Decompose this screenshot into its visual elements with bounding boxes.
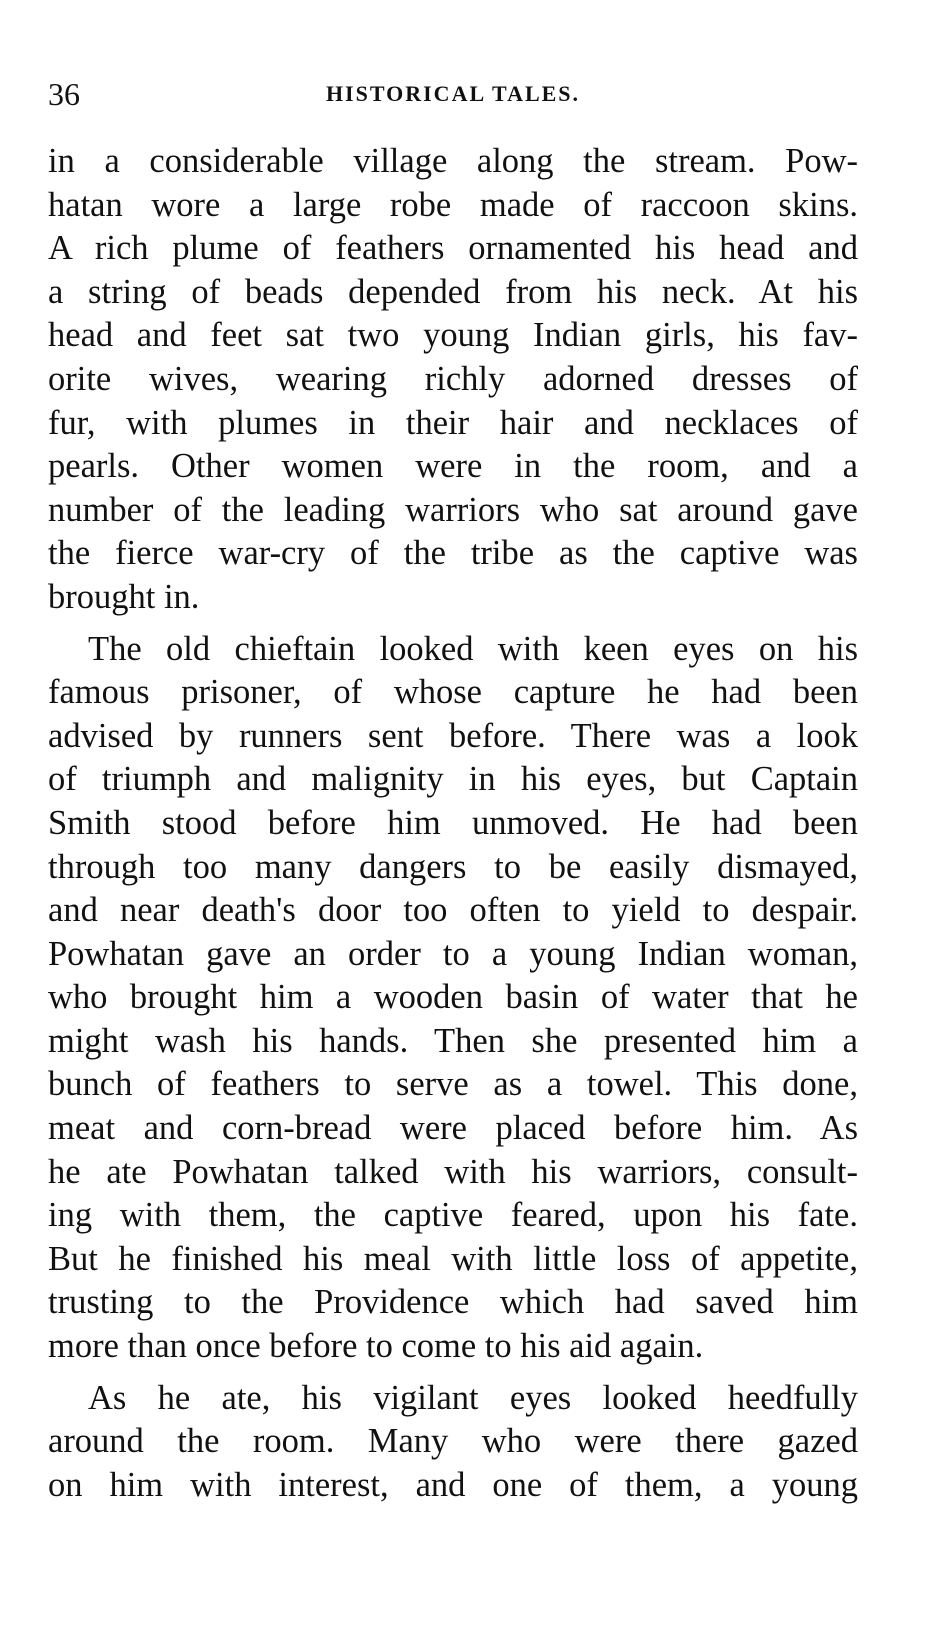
text-line: Smith stood before him unmoved. He had been [48, 803, 858, 842]
text-line: brought in. [48, 577, 200, 616]
text-line: the fierce war-cry of the tribe as the captive was [48, 534, 858, 573]
text-line: famous prisoner, of whose capture he had been [48, 673, 858, 712]
paragraph-1 [48, 140, 858, 620]
text-line: But he finished his meal with little loss of appetite, [48, 1239, 858, 1278]
text-line: pearls. Other women were in the room, and a [48, 447, 858, 486]
text-line: orite wives, wearing richly adorned dresses of [48, 359, 858, 398]
text-line: he ate Powhatan talked with his warriors, consult- [48, 1152, 858, 1191]
text-line: hatan wore a large robe made of raccoon skins. [48, 185, 858, 224]
text-line: fur, with plumes in their hair and necklaces of [48, 403, 858, 442]
text-line: advised by runners sent before. There was a look [48, 716, 858, 755]
text-line: in a considerable village along the stream. Pow- [48, 142, 858, 180]
text-line: A rich plume of feathers ornamented his head and [48, 229, 858, 268]
text-line: more than once before to come to his aid again. [48, 1327, 704, 1366]
text-line: and near death's door too often to yield to despair. [48, 891, 858, 930]
text-line: bunch of feathers to serve as a towel. This done, [48, 1065, 858, 1104]
paragraph-3 [48, 1377, 858, 1508]
text-line: ing with them, the captive feared, upon his fate. [48, 1196, 858, 1235]
running-title: HISTORICAL TALES. [325, 81, 581, 106]
text-line: As he ate, his vigilant eyes looked heedfully [88, 1378, 858, 1417]
text-line: a string of beads depended from his neck. At his [48, 272, 858, 311]
text-line: might wash his hands. Then she presented him a [48, 1021, 858, 1060]
text-line: head and feet sat two young Indian girls, his fav- [48, 316, 858, 355]
text-line: Powhatan gave an order to a young Indian woman, [48, 934, 858, 973]
text-line: trusting to the Providence which had saved him [48, 1283, 858, 1322]
page-header [48, 74, 858, 114]
text-line: number of the leading warriors who sat around gave [48, 490, 858, 529]
text-line: around the room. Many who were there gazed [48, 1422, 858, 1461]
body-text [48, 140, 858, 1507]
text-line: on him with interest, and one of them, a young [48, 1465, 858, 1504]
paragraph-2 [48, 628, 858, 1369]
text-line: of triumph and malignity in his eyes, but Captain [48, 760, 858, 799]
page-number: 36 [48, 76, 80, 112]
text-line: meat and corn-bread were placed before him. As [48, 1109, 858, 1148]
text-line: through too many dangers to be easily dismayed, [48, 847, 858, 886]
paragraph-gap [48, 620, 858, 628]
text-line: who brought him a wooden basin of water that he [48, 978, 858, 1017]
paragraph-gap [48, 1369, 858, 1377]
text-line: The old chieftain looked with keen eyes on his [88, 629, 858, 668]
